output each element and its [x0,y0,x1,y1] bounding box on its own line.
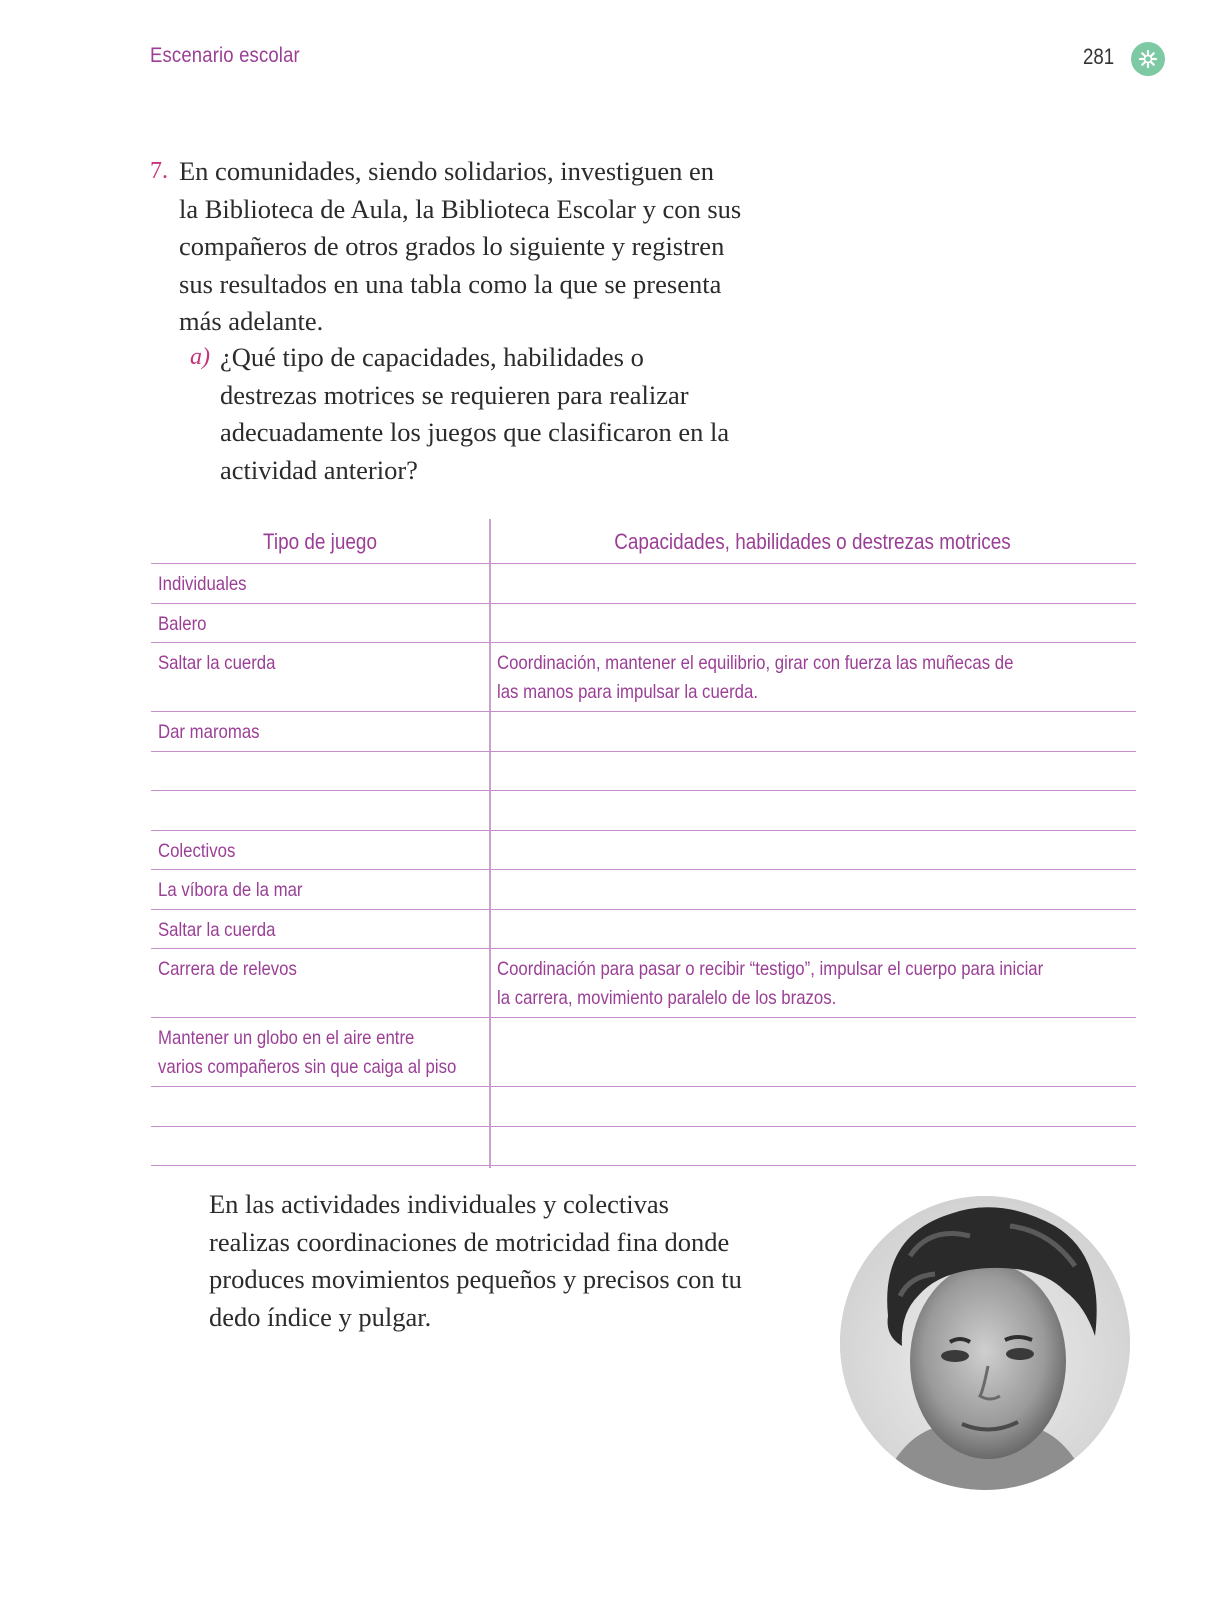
instruction-line: compañeros de otros grados lo siguiente y registren [179,231,725,261]
subquestion-letter: a) [190,344,210,370]
header-game-type: Tipo de juego [263,529,377,554]
subquestion-line: actividad anterior? [220,454,418,485]
subquestion-text [190,339,750,489]
table-row [151,831,1136,871]
table-row [151,910,1136,950]
table-body [151,564,1136,1166]
game-type-cell [158,1024,468,1082]
closing-line: dedo índice y pulgar. [209,1301,432,1332]
table-row [151,564,1136,604]
instruction-line: sus resultados en una tabla como la que se presenta [179,268,722,299]
subquestion-line: ¿Qué tipo de capacidades, habilidades o [220,342,644,372]
activity-instruction [150,153,750,341]
skills-text: Coordinación para pasar o recibir “testigo”, impulsar el cuerpo para iniciar [497,958,1044,980]
game-type-text: varios compañeros sin que caiga al piso [158,1056,457,1078]
instruction-line: En comunidades, siendo solidarios, investiguen en [179,156,715,186]
activity-number: 7. [150,158,168,184]
game-type-text: Balero [158,612,207,635]
closing-line: realizas coordinaciones de motricidad fina donde [209,1226,730,1257]
skills-text: Coordinación, mantener el equilibrio, girar con fuerza las muñecas de [497,652,1014,674]
header-skills: Capacidades, habilidades o destrezas motrices [614,529,1011,554]
instruction-line: más adelante. [179,306,324,336]
instruction-line: la Biblioteca de Aula, la Biblioteca Escolar y con sus [179,193,742,224]
table-header [151,519,1136,564]
page-badge-icon [1131,42,1165,76]
subquestion-line: adecuadamente los juegos que clasificaron en la [220,417,730,447]
game-type-cell [158,649,468,678]
table-row [151,791,1136,831]
game-type-cell [158,718,468,747]
game-type-text: Mantener un globo en el aire entre [158,1027,415,1049]
game-type-cell [158,876,468,905]
table-row [151,712,1136,752]
game-type-cell [158,955,468,984]
game-type-text: Individuales [158,573,247,595]
table-row [151,643,1136,712]
game-type-cell [158,916,468,945]
game-type-text: La víbora de la mar [158,879,303,901]
instruction-text [150,153,750,341]
game-type-text: Saltar la cuerda [158,652,276,674]
game-type-text: Dar maromas [158,721,260,743]
game-type-text: Colectivos [158,839,236,862]
subquestion [190,339,750,489]
table-row [151,870,1136,910]
closing-line: En las actividades individuales y colectivas [209,1189,669,1219]
table-row [151,949,1136,1018]
section-header: Escenario escolar [150,44,300,67]
closing-line: produces movimientos pequeños y precisos con tu [209,1264,742,1294]
skills-cell [497,649,1116,707]
skills-text: las manos para impulsar la cuerda. [497,681,758,703]
table-row [151,1087,1136,1127]
table-row [151,752,1136,792]
subquestion-line: destrezas motrices se requieren para realizar [220,379,689,410]
skills-cell [497,955,1116,1013]
table-row [151,1018,1136,1087]
page-number: 281 [1083,44,1115,69]
table-row [151,604,1136,644]
games-table [151,519,1136,1166]
game-type-text: Carrera de relevos [158,958,297,980]
game-type-cell [158,610,468,639]
closing-paragraph [209,1186,799,1336]
game-type-cell [158,570,468,599]
game-type-text: Saltar la cuerda [158,918,276,941]
boy-portrait-photo [840,1196,1130,1490]
game-type-cell [158,837,468,866]
skills-text: la carrera, movimiento paralelo de los brazos. [497,987,837,1009]
table-row [151,1127,1136,1167]
